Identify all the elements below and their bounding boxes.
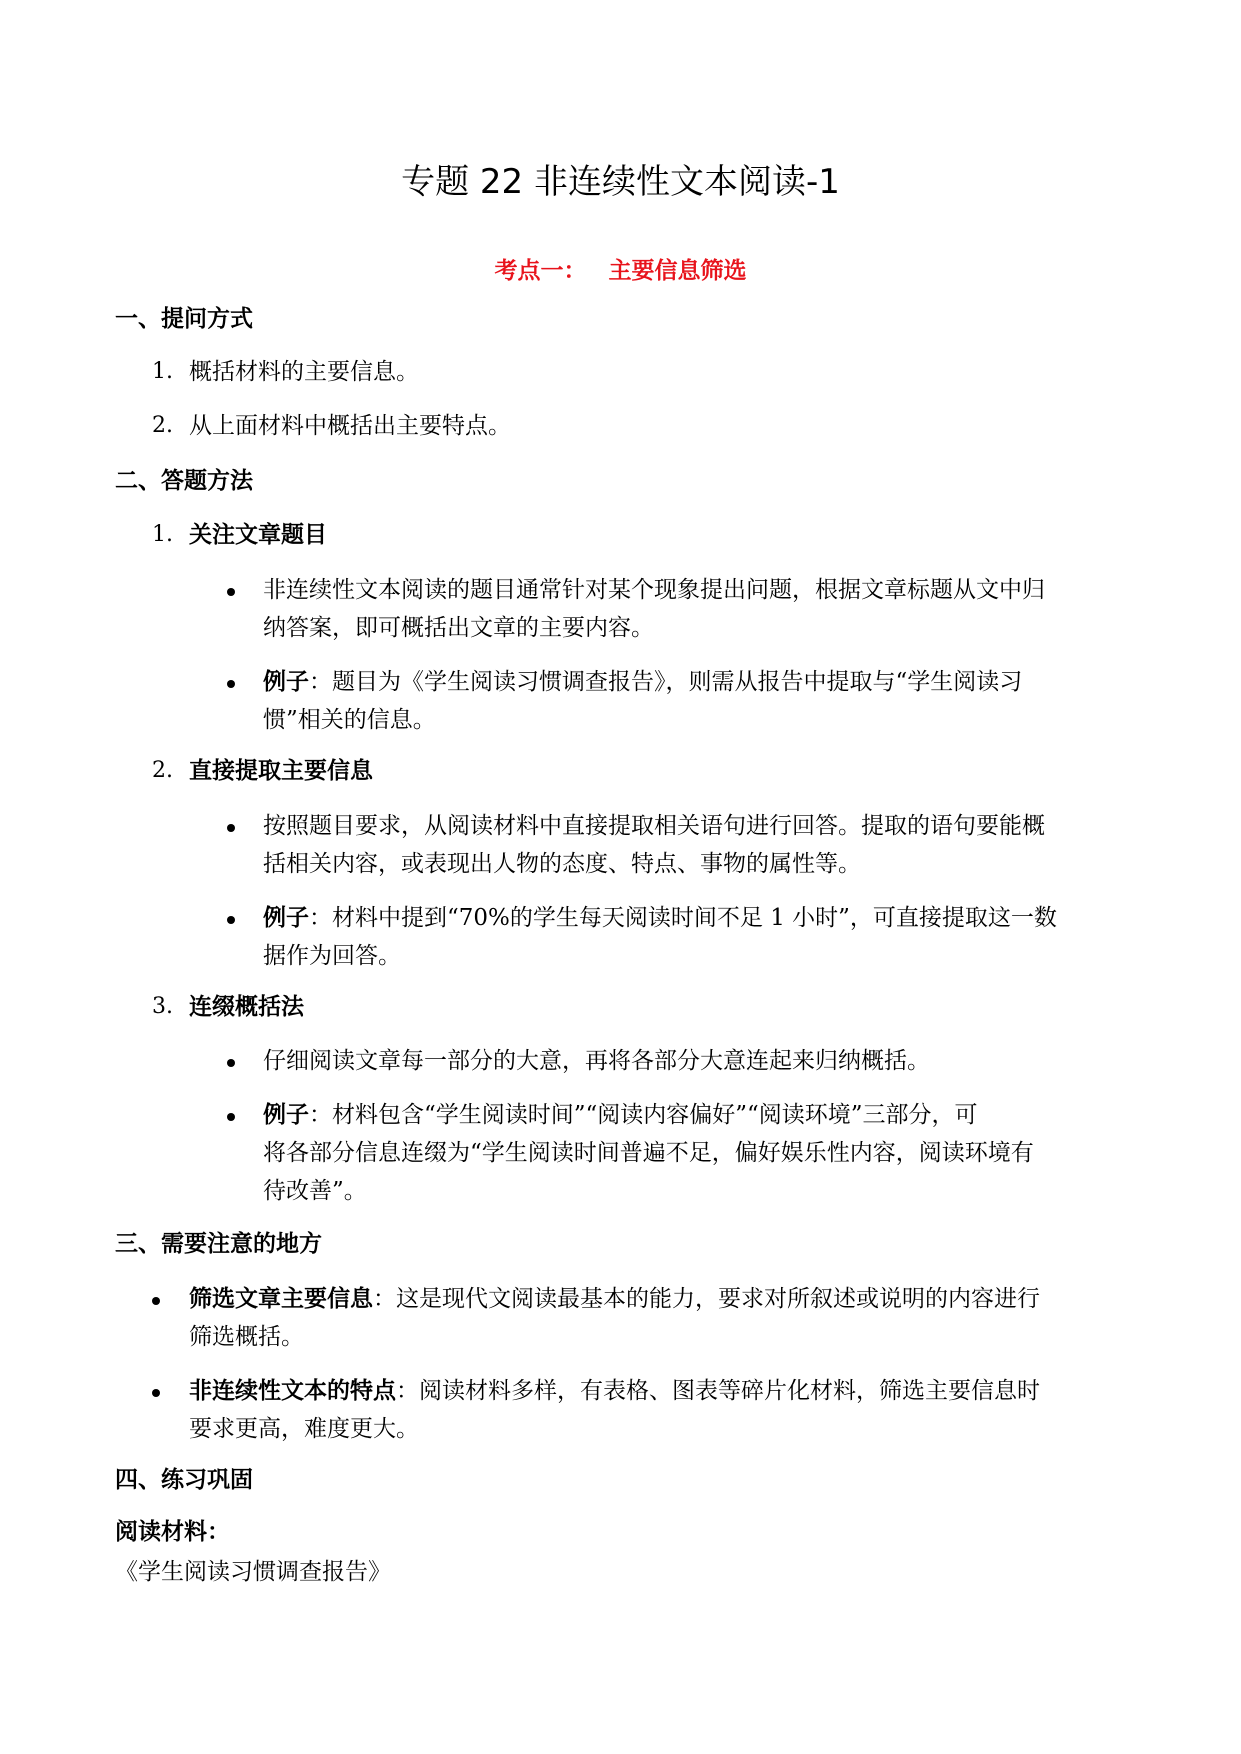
page-title: 专题 22 非连续性文本阅读-1 bbox=[401, 162, 840, 202]
bullet-paragraph: 仔细阅读文章每一部分的大意，再将各部分大意连起来归纳概括。 bbox=[263, 1048, 930, 1074]
list-number: 2. bbox=[152, 413, 173, 438]
bullet-icon bbox=[152, 1297, 160, 1305]
note-label: 筛选文章主要信息 bbox=[189, 1286, 373, 1312]
bullet-icon bbox=[227, 1059, 235, 1067]
bullet-paragraph: 例子：材料中提到“70%的学生每天阅读时间不足 1 小时”，可直接提取这一数 据作为回答。 bbox=[263, 905, 1057, 969]
list-number: 2. bbox=[152, 758, 173, 783]
bullet-paragraph: 例子：题目为《学生阅读习惯调查报告》，则需从报告中提取与“学生阅读习 惯”相关的信息。 bbox=[263, 669, 1023, 733]
subtitle-topic: 主要信息筛选 bbox=[608, 258, 747, 284]
method-title: 连缀概括法 bbox=[189, 994, 304, 1020]
material-label: 阅读材料： bbox=[115, 1519, 230, 1545]
section-heading-answer-methods: 二、答题方法 bbox=[115, 468, 253, 494]
bullet-paragraph: 例子：材料包含“学生阅读时间”“阅读内容偏好”“阅读环境”三部分，可 将各部分信息连缀为“学生阅读时间普遍不足，偏好娱乐性内容，阅读环境有 待改善”。 bbox=[263, 1102, 1034, 1204]
list-number: 1. bbox=[152, 522, 173, 547]
bullet-paragraph: 筛选文章主要信息：这是现代文阅读最基本的能力，要求对所叙述或说明的内容进行 筛选概括。 bbox=[189, 1286, 1040, 1350]
list-item: 从上面材料中概括出主要特点。 bbox=[189, 413, 511, 439]
section-heading-questioning: 一、提问方式 bbox=[115, 306, 253, 332]
example-label: 例子 bbox=[263, 669, 309, 695]
note-label: 非连续性文本的特点 bbox=[189, 1378, 396, 1404]
topic-subtitle bbox=[0, 255, 1241, 287]
bullet-icon bbox=[227, 1113, 235, 1121]
section-heading-notes: 三、需要注意的地方 bbox=[115, 1231, 322, 1257]
list-number: 1. bbox=[152, 359, 173, 384]
method-title: 直接提取主要信息 bbox=[189, 758, 373, 784]
section-heading-practice: 四、练习巩固 bbox=[115, 1467, 253, 1493]
bullet-icon bbox=[227, 680, 235, 688]
method-title: 关注文章题目 bbox=[189, 522, 327, 548]
bullet-paragraph: 非连续性文本的特点：阅读材料多样，有表格、图表等碎片化材料，筛选主要信息时 要求更高，难度更大。 bbox=[189, 1378, 1040, 1442]
bullet-paragraph: 按照题目要求，从阅读材料中直接提取相关语句进行回答。提取的语句要能概 括相关内容，或表现出人物的态度、特点、事物的属性等。 bbox=[263, 813, 1045, 877]
bullet-icon bbox=[152, 1389, 160, 1397]
list-item: 概括材料的主要信息。 bbox=[189, 359, 419, 385]
subtitle-prefix: 考点一： bbox=[494, 258, 587, 284]
bullet-icon bbox=[227, 916, 235, 924]
bullet-paragraph: 非连续性文本阅读的题目通常针对某个现象提出问题，根据文章标题从文中归 纳答案，即可概括出文章的主要内容。 bbox=[263, 577, 1045, 641]
example-label: 例子 bbox=[263, 905, 309, 931]
example-label: 例子 bbox=[263, 1102, 309, 1128]
material-title: 《学生阅读习惯调查报告》 bbox=[115, 1559, 391, 1585]
bullet-icon bbox=[227, 588, 235, 596]
list-number: 3. bbox=[152, 994, 173, 1019]
bullet-icon bbox=[227, 824, 235, 832]
